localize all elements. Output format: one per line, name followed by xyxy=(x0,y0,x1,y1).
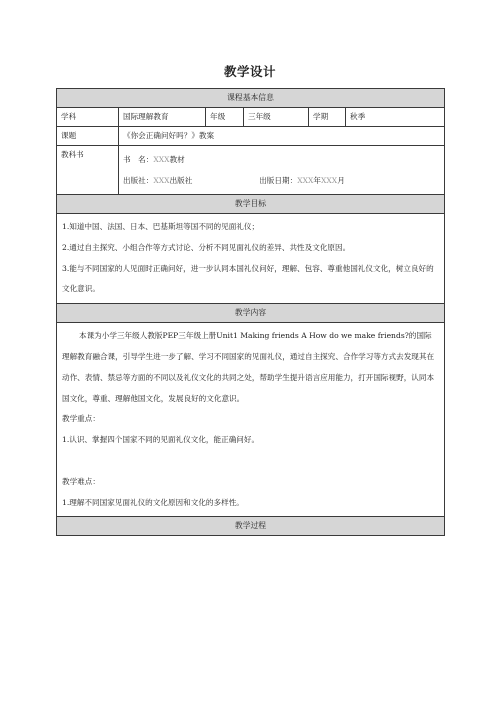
lesson-plan-table xyxy=(56,88,445,536)
book-name-line xyxy=(123,149,440,170)
publisher-suffix: 出版社 xyxy=(169,176,193,185)
content-header: 教学内容 xyxy=(57,304,445,323)
pub-year-suffix: 年 xyxy=(313,176,321,185)
pub-date-label: 出版日期： xyxy=(259,176,298,185)
topic-value: 《你会正确问好吗？》教案 xyxy=(119,127,445,146)
publisher-line xyxy=(123,170,440,191)
goals-header: 教学目标 xyxy=(57,195,445,214)
book-name-suffix: 教材 xyxy=(169,155,185,164)
process-header: 教学过程 xyxy=(57,517,445,536)
goal-item-1: 1.知道中国、法国、日本、巴基斯坦等国不同的见面礼仪； xyxy=(62,222,260,231)
publisher-placeholder: XXX xyxy=(153,176,170,185)
grade-value: 三年级 xyxy=(244,108,309,127)
subject-label: 学科 xyxy=(57,108,119,127)
difficulties-item: 1.理解不同国家见面礼仪的文化原因和文化的多样性。 xyxy=(62,497,244,507)
textbook-info xyxy=(119,146,445,195)
key-points-item: 1.认识、掌握四个国家不同的见面礼仪文化，能正确问好。 xyxy=(62,435,260,445)
subject-value: 国际理解教育 xyxy=(119,108,206,127)
key-points-label: 教学重点： xyxy=(62,414,100,424)
page-title: 教学设计 xyxy=(223,64,276,79)
goals-body xyxy=(57,214,445,304)
book-name-label: 书 名： xyxy=(123,155,154,164)
book-name-placeholder: XXX xyxy=(153,155,170,164)
basic-info-header: 课程基本信息 xyxy=(57,89,445,108)
textbook-label: 教科书 xyxy=(57,146,119,195)
content-intro: 本课为小学三年级人教版PEP三年级上册Unit1 Making friends A How do we make friends?的国际理解教育融合课，引导学生进一步了解、学习不同国家的见面礼仪，通过自主探究、合作学习等方式去发现其在动作、表情、禁忌等方面的不同以及礼仪文化的共同之处，帮助学生提升语言应用能力，打开国际视野，认同本国文化，尊重、理解他国文化，发展良好的文化意识。 xyxy=(62,331,435,403)
difficulties-label: 教学难点： xyxy=(62,476,100,486)
pub-month-placeholder: XXX xyxy=(321,176,338,185)
topic-label: 课题 xyxy=(57,127,119,146)
publisher-label: 出版社： xyxy=(123,176,154,185)
term-label: 学期 xyxy=(309,108,346,127)
grade-label: 年级 xyxy=(206,108,244,127)
content-body xyxy=(57,323,445,517)
spacer-line xyxy=(61,451,440,472)
pub-year-placeholder: XXX xyxy=(297,176,314,185)
pub-month-suffix: 月 xyxy=(337,176,345,185)
term-value: 秋季 xyxy=(346,108,445,127)
goal-item-2: 2.通过自主探究、小组合作等方式讨论、分析不同见面礼仪的差异、共性及文化原因。 xyxy=(62,242,351,252)
goal-item-3: 3.能与不同国家的人见面时正确问好，进一步认同本国礼仪问好，理解、包容、尊重他国礼仪文化，树立良好的文化意识。 xyxy=(62,263,434,294)
